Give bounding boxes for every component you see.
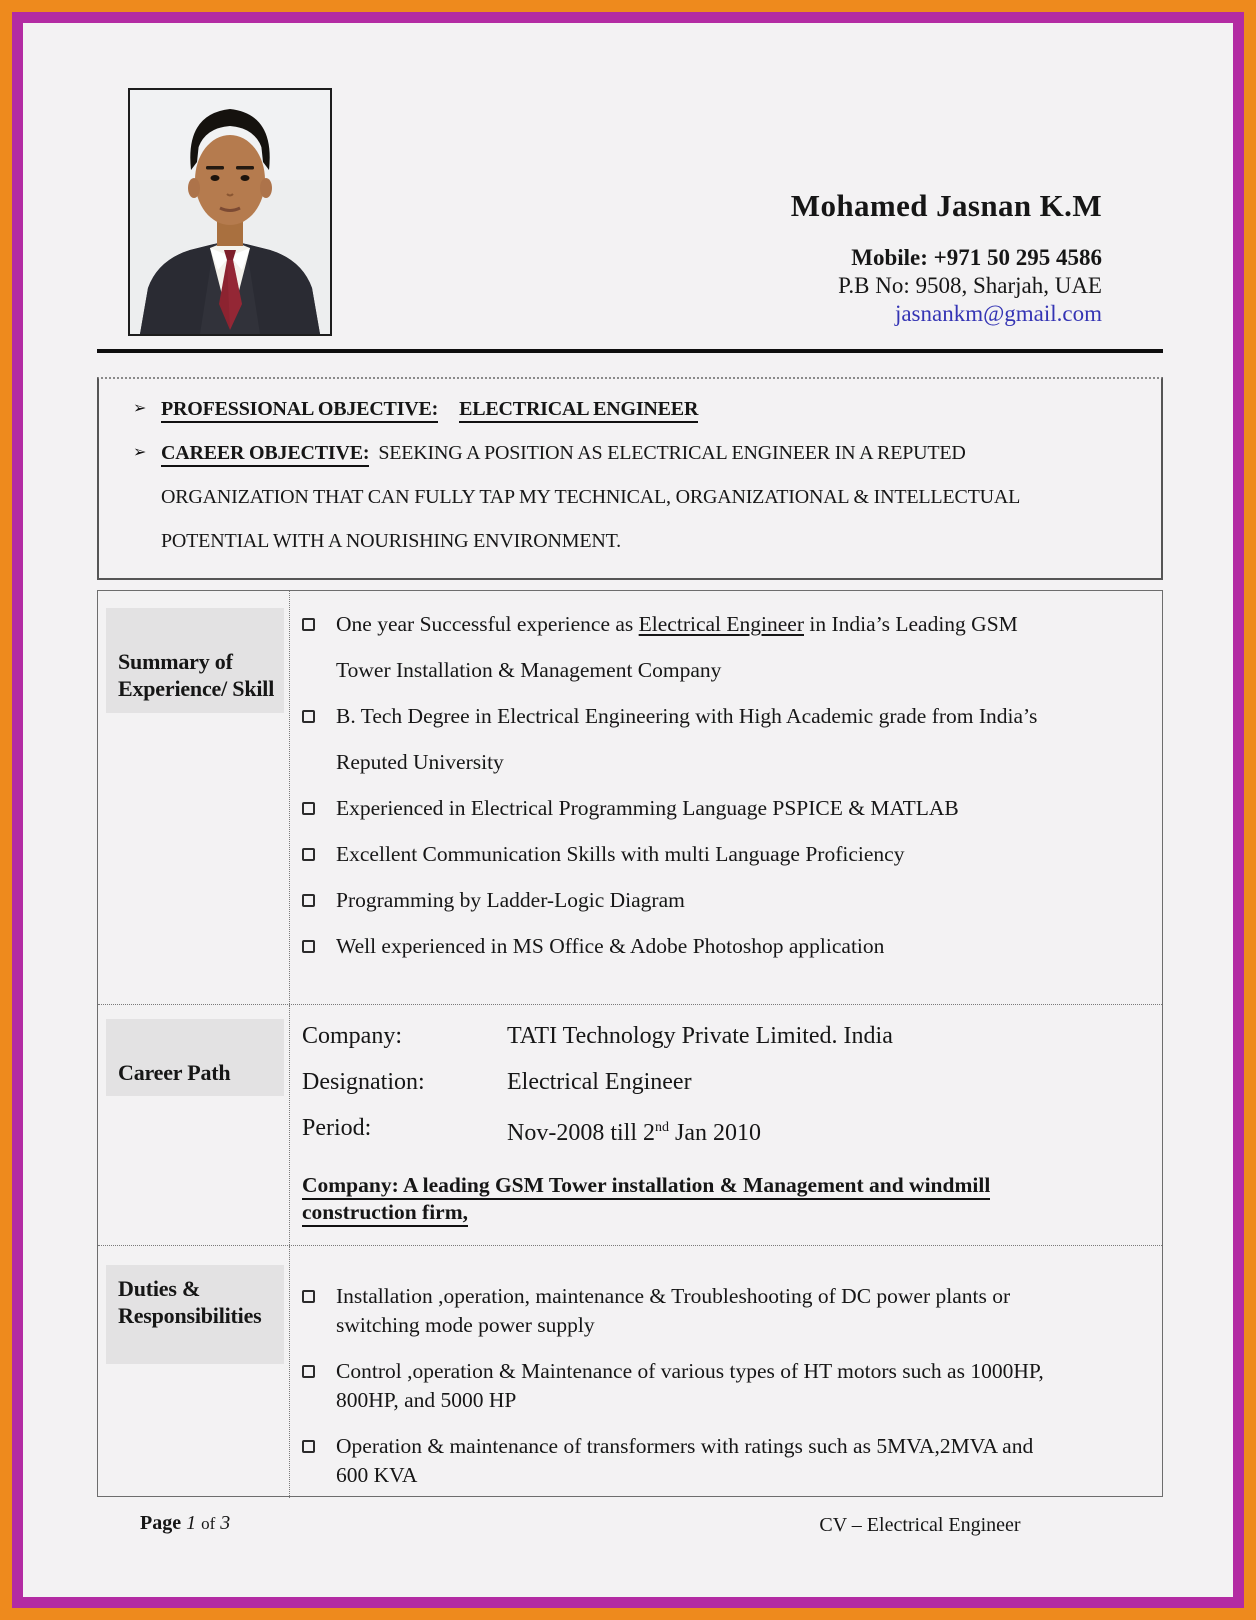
arrowhead-bullet-icon: ➢: [133, 400, 147, 417]
header-contact-block: [640, 188, 1102, 328]
career-objective-line: ORGANIZATION THAT CAN FULLY TAP MY TECHNICAL, ORGANIZATIONAL & INTELLECTUAL: [161, 486, 1021, 508]
summary-label-cell: [98, 591, 290, 1004]
duties-content-cell: [290, 1246, 1162, 1498]
summary-bullet: Well experienced in MS Office & Adobe Photoshop application: [302, 923, 1154, 969]
page-number-info: Page 1 of 3: [140, 1512, 231, 1534]
page-total: 3: [220, 1512, 231, 1534]
duty-bullet: Operation & maintenance of transformers with ratings such as 5MVA,2MVA and 600 KVA: [302, 1432, 1154, 1490]
period-row: [302, 1105, 1154, 1156]
square-bullet-icon: [302, 618, 315, 631]
duties-row: [98, 1245, 1162, 1498]
duty-bullet: Control ,operation & Maintenance of various types of HT motors such as 1000HP, 800HP, and 5000 HP: [302, 1357, 1154, 1415]
company-key: Company:: [302, 1023, 402, 1049]
designation-value: Electrical Engineer: [507, 1069, 692, 1095]
period-key: Period:: [302, 1115, 372, 1141]
underlined-phrase: Electrical Engineer: [638, 612, 804, 636]
duties-label-cell: [98, 1246, 290, 1498]
summary-row: [98, 591, 1162, 1004]
company-note: Company: A leading GSM Tower installation & Management and windmill construction firm,: [302, 1172, 1154, 1226]
summary-bullet: Excellent Communication Skills with multi Language Proficiency: [302, 831, 1154, 877]
page-number: 1: [186, 1512, 197, 1534]
email-link[interactable]: jasnankm@gmail.com: [894, 301, 1102, 326]
square-bullet-icon: [302, 802, 315, 815]
postal-address: P.B No: 9508, Sharjah, UAE: [838, 273, 1102, 298]
square-bullet-icon: [302, 848, 315, 861]
square-bullet-icon: [302, 1290, 315, 1303]
square-bullet-icon: [302, 940, 315, 953]
summary-bullet: One year Successful experience as Electrical Engineer in India’s Leading GSM Tower Installation & Management Company: [302, 601, 1154, 693]
career-objective-line: CAREER OBJECTIVE: SEEKING A POSITION AS ELECTRICAL ENGINEER IN A REPUTED: [161, 431, 1151, 475]
square-bullet-icon: [302, 1440, 315, 1453]
designation-key: Designation:: [302, 1069, 425, 1095]
summary-bullet: Programming by Ladder-Logic Diagram: [302, 877, 1154, 923]
cv-table: [97, 590, 1163, 1497]
ordinal-superscript: nd: [655, 1120, 669, 1135]
career-label-cell: [98, 1005, 290, 1245]
header-divider: [97, 349, 1163, 353]
portrait-photo: [128, 88, 332, 336]
career-content-cell: [290, 1005, 1162, 1245]
career-label: Career Path: [106, 1019, 284, 1096]
objective-box: [97, 377, 1163, 580]
summary-content-cell: [290, 591, 1162, 1004]
summary-label: Summary of Experience/ Skill: [106, 608, 284, 713]
duty-bullet: Installation ,operation, maintenance & Troubleshooting of DC power plants or switching mode power supply: [302, 1282, 1154, 1340]
period-value: Nov-2008 till 2nd Jan 2010: [507, 1120, 761, 1146]
professional-objective-label: PROFESSIONAL OBJECTIVE:: [161, 398, 438, 423]
company-row: [302, 1013, 1154, 1059]
square-bullet-icon: [302, 1365, 315, 1378]
professional-objective-item: [133, 387, 1151, 431]
summary-bullet: B. Tech Degree in Electrical Engineering with High Academic grade from India’s Reputed University: [302, 693, 1154, 785]
company-value: TATI Technology Private Limited. India: [507, 1023, 893, 1049]
career-objective-line: POTENTIAL WITH A NOURISHING ENVIRONMENT.: [161, 530, 621, 552]
designation-row: [302, 1059, 1154, 1105]
portrait-photo-illustration: [130, 90, 330, 334]
career-row: [98, 1004, 1162, 1245]
document-title: CV – Electrical Engineer: [819, 1514, 1021, 1536]
professional-objective-value: ELECTRICAL ENGINEER: [459, 398, 698, 423]
career-objective-item: [133, 431, 1151, 563]
mobile-number: Mobile: +971 50 295 4586: [851, 245, 1102, 270]
arrowhead-bullet-icon: ➢: [133, 444, 147, 461]
page-footer: [97, 1512, 1163, 1552]
candidate-name: Mohamed Jasnan K.M: [790, 188, 1102, 223]
square-bullet-icon: [302, 894, 315, 907]
summary-bullet: Experienced in Electrical Programming Language PSPICE & MATLAB: [302, 785, 1154, 831]
square-bullet-icon: [302, 710, 315, 723]
duties-label: Duties & Responsibilities: [106, 1265, 284, 1364]
